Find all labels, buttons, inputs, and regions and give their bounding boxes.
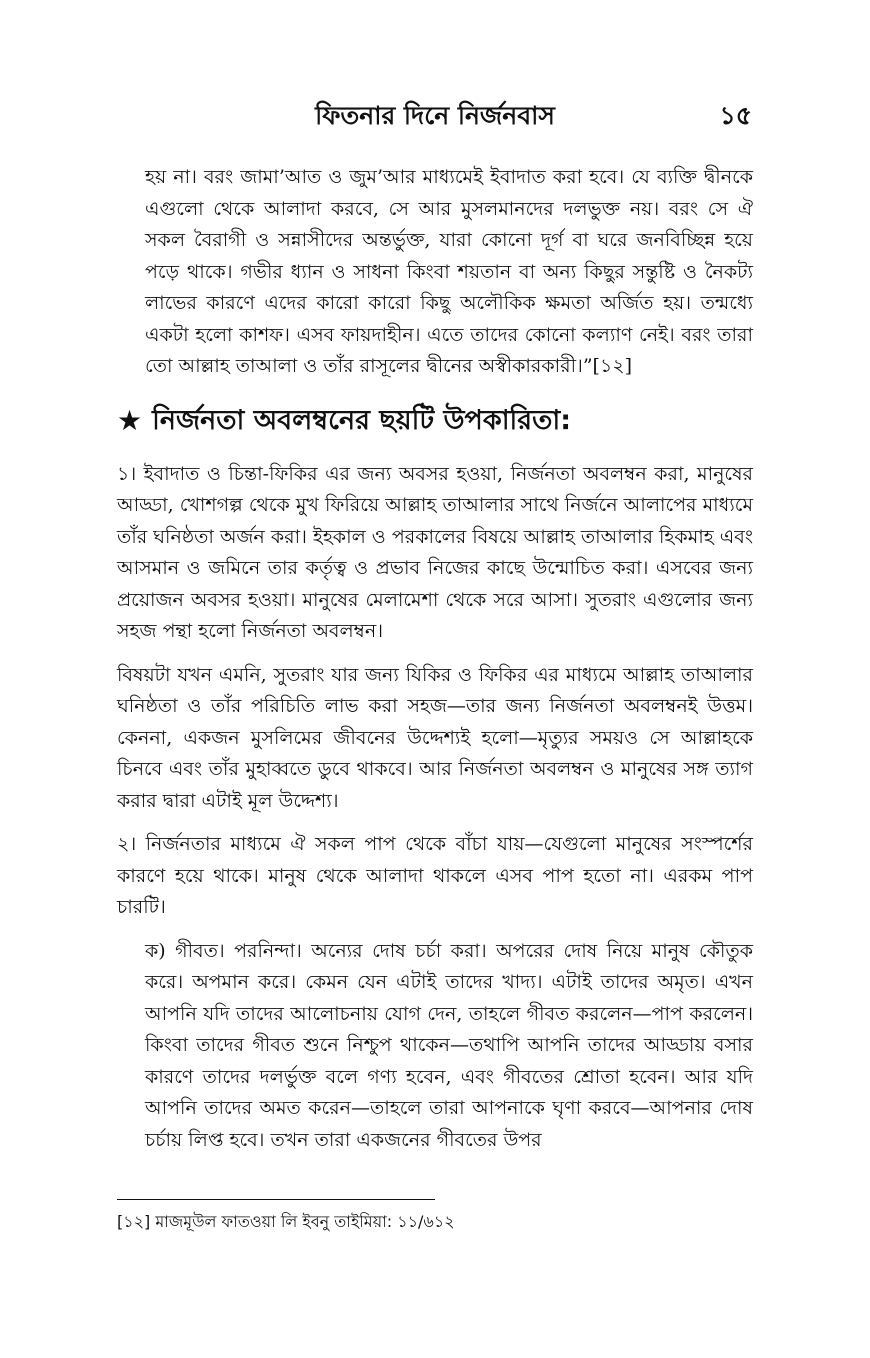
- section-heading: [117, 401, 753, 441]
- quote-paragraph: হয় না। বরং জামা’আত ও জুম’আর মাধ্যমেই ইবাদাত করা হবে। যে ব্যক্তি দ্বীনকে এগুলো থেকে আলাদা করবে, সে আর মুসলমানদের দলভুক্ত নয়। বরং সে ঐ সকল বৈরাগী ও সন্নাসীদের অন্তর্ভুক্ত, যারা কোনো দূর্গ বা ঘরে জনবিচ্ছিন্ন হয়ে পড়ে থাকে। গভীর ধ্যান ও সাধনা কিংবা শয়তান বা অন্য কিছুর সন্তুষ্টি ও নৈকট্য লাভের কারণে এদের কারো কারো কিছু অলৌকিক ক্ষমতা অর্জিত হয়। তন্মধ্যে একটা হলো কাশফ। এসব ফায়দাহীন। এতে তাদের কোনো কল্যাণ নেই। বরং তারা তো আল্লাহ তাআলা ও তাঁর রাসূলের দ্বীনের অস্বীকারকারী।”[১২]: [145, 166, 753, 377]
- running-head: [0, 92, 870, 132]
- running-title: ফিতনার দিনে নির্জনবাস: [315, 101, 555, 130]
- page-body: [117, 162, 753, 1156]
- section-heading-text: নির্জনতা অবলম্বনের ছয়টি উপকারিতা:: [152, 404, 572, 436]
- benefit-2-paragraph: ২। নির্জনতার মাধ্যমে ঐ সকল পাপ থেকে বাঁচা যায়—যেগুলো মানুষের সংস্পর্শের কারণে হয়ে থাকে। মানুষ থেকে আলাদা থাকলে এসব পাপ হতো না। এরকম পাপ চারটি।: [117, 833, 753, 918]
- page-number: ১৫: [719, 101, 752, 130]
- sin-a-paragraph: ক) গীবত। পরনিন্দা। অন্যের দোষ চর্চা করা। অপরের দোষ নিয়ে মানুষ কৌতুক করে। অপমান করে। কেমন যেন এটাই তাদের খাদ্য। এটাই তাদের অমৃত। এখন আপনি যদি তাদের আলোচনায় যোগ দেন, তাহলে গীবত করলেন—পাপ করলেন। কিংবা তাদের গীবত শুনে নিশ্চুপ থাকেন—তথাপি আপনি তাদের আড্ডায় বসার কারণে তাদের দলর্ভুক্ত বলে গণ্য হবেন, এবং গীবতের শ্রোতা হবেন। আর যদি আপনি তাদের অমত করেন—তাহলে তারা আপনাকে ঘৃণা করবে—আপনার দোষ চর্চায় লিপ্ত হবে। তখন তারা একজনের গীবতের উপর: [145, 939, 753, 1151]
- footnote-divider: [117, 1199, 435, 1200]
- benefit-1-paragraph: ১। ইবাদাত ও চিন্তা-ফিকির এর জন্য অবসর হওয়া, নির্জনতা অবলম্বন করা, মানুষের আড্ডা, খোশগল্প থেকে মুখ ফিরিয়ে আল্লাহ তাআলার সাথে নির্জনে আলাপের মাধ্যমে তাঁর ঘনিষ্ঠতা অর্জন করা। ইহকাল ও পরকালের বিষয়ে আল্লাহ তাআলার হিকমাহ এবং আসমান ও জমিনে তার কর্তৃত্ব ও প্রভাব নিজের কাছে উন্মোচিত করা। এসবের জন্য প্রয়োজন অবসর হওয়া। মানুষের মেলামেশা থেকে সরে আসা। সুতরাং এগুলোর জন্য সহজ পন্থা হলো নির্জনতা অবলম্বন।: [117, 462, 753, 642]
- star-icon: ★: [117, 403, 143, 437]
- benefit-1-continuation-paragraph: বিষয়টা যখন এমনি, সুতরাং যার জন্য যিকির ও ফিকির এর মাধ্যমে আল্লাহ তাআলার ঘনিষ্ঠতা ও তাঁর পরিচিতি লাভ করা সহজ—তার জন্য নির্জনতা অবলম্বনই উত্তম। কেননা, একজন মুসলিমের জীবনের উদ্দেশ্যই হলো—মৃত্যুর সময়ও সে আল্লাহকে চিনবে এবং তাঁর মুহাব্বতে ডুবে থাকবে। আর নির্জনতা অবলম্বন ও মানুষের সঙ্গ ত্যাগ করার দ্বারা এটাই মূল উদ্দেশ্য।: [117, 663, 753, 812]
- footnote: [১২] মাজমূউল ফাতওয়া লি ইবনু তাইমিয়া: ১১/৬১২: [117, 1212, 455, 1231]
